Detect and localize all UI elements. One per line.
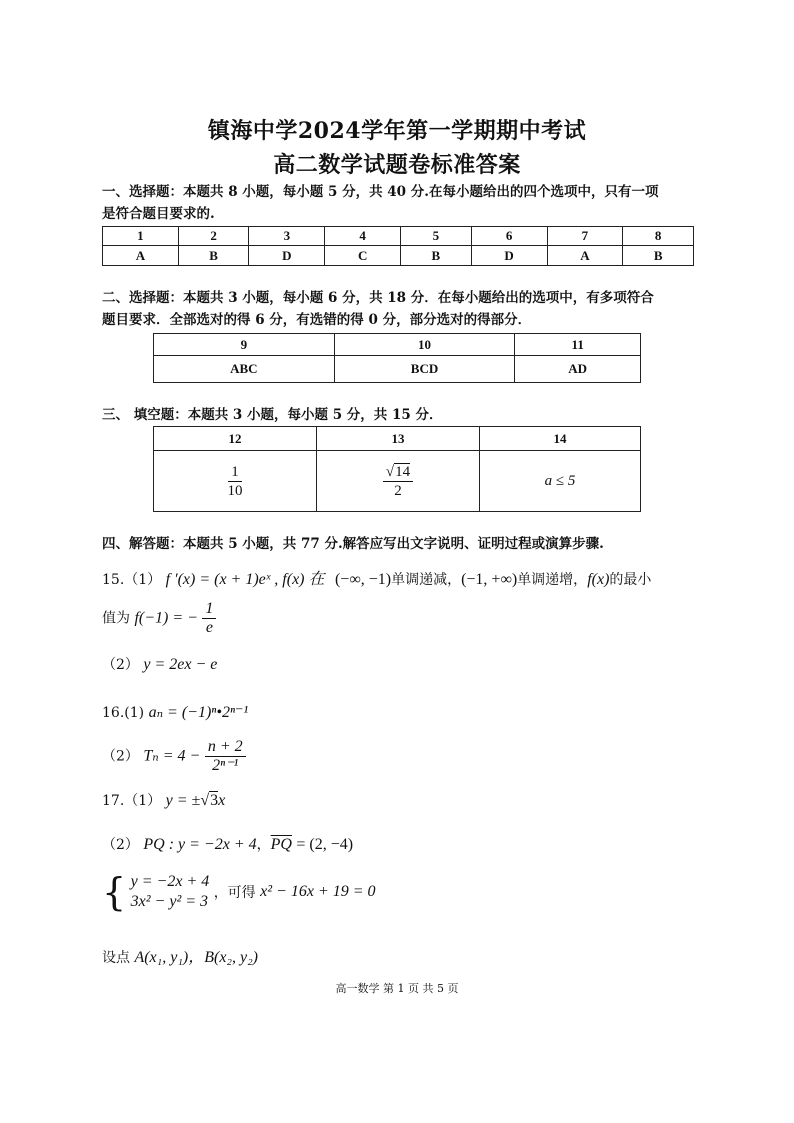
q-number: 1	[103, 227, 179, 246]
q-answer: B	[401, 246, 472, 266]
q-answer: C	[325, 246, 401, 266]
q-number: 8	[623, 227, 694, 246]
q17-points: 设点 A(x₁, y₁)，B(x₂, y₂)	[102, 949, 258, 966]
q-number: 11	[515, 334, 641, 356]
q-number: 10	[334, 334, 515, 356]
q-answer: B	[178, 246, 249, 266]
q17-system: { y = −2x + 4 3x² − y² = 3 ，可得 x² − 16x + 19 = 0	[102, 870, 376, 914]
fraction: $\frac{√14}{2}$	[383, 463, 413, 500]
q-answer: D	[471, 246, 547, 266]
left-brace: {	[102, 870, 127, 914]
q-number: 14	[480, 427, 641, 451]
section4-heading: 四、解答题：本题共 5 小题，共 77 分.解答应写出文字说明、证明过程或演算步骤.	[102, 536, 604, 552]
q15-part2: （2） y = 2ex − e	[102, 656, 218, 673]
page-subtitle: 高二数学试题卷标准答案	[273, 152, 521, 178]
q-number: 7	[547, 227, 623, 246]
q-answer: BCD	[334, 356, 515, 383]
section2-text-line2: 题目要求．全部选对的得 6 分，有选错的得 0 分，部分选对的得部分．	[102, 312, 532, 328]
q13-answer	[317, 451, 480, 512]
section1-answer-table	[102, 226, 694, 266]
q-number: 5	[401, 227, 472, 246]
q-answer: A	[103, 246, 179, 266]
q17-part2: （2） PQ : y = −2x + 4，$\overline{PQ} = (2$, −4)	[102, 836, 354, 853]
fraction: $\frac{1}{10}$	[227, 463, 243, 499]
vector-pq: $\overline{PQ}$	[270, 836, 292, 853]
page-footer: 高一数学 第 1 页 共 5 页	[335, 982, 459, 995]
sqrt-radicand: 3	[210, 792, 219, 809]
q-answer: A	[547, 246, 623, 266]
fraction: $\frac{1}{e}$	[202, 600, 216, 637]
q15-part1-min-value: 值为 f(−1) = − $\frac{1}{e}$	[102, 600, 216, 637]
q15-part1: 15.（1） f ′(x) = (x + 1)eˣ , f(x) 在 (−∞, −1)单调递减，(−1, +∞)单调递增，f(x)的最小	[102, 571, 652, 588]
fraction: $\frac{n + 2}{\text{2ⁿ⁻¹}}$	[205, 738, 246, 775]
section2-text-line1: 二、选择题：本题共 3 小题，每小题 6 分，共 18 分．在每小题给出的选项中，有多项符合	[102, 290, 654, 306]
q-number: 3	[249, 227, 325, 246]
q-answer: D	[249, 246, 325, 266]
q16-part2: （2） Tₙ = 4 − $\frac{n + 2}{\text{2ⁿ⁻¹}}$	[102, 738, 246, 775]
q-number: 6	[471, 227, 547, 246]
q-number: 2	[178, 227, 249, 246]
q-number: 13	[317, 427, 480, 451]
sqrt-radicand: 14	[395, 463, 411, 480]
q-answer: AD	[515, 356, 641, 383]
page-title: 镇海中学2024学年第一学期期中考试	[207, 118, 587, 144]
equation-system: y = −2x + 4 3x² − y² = 3	[130, 873, 210, 910]
q14-answer: a ≤ 5	[480, 451, 641, 512]
section1-heading	[102, 181, 694, 225]
q-number: 12	[154, 427, 317, 451]
q-number: 4	[325, 227, 401, 246]
q16-part1: 16.(1) aₙ = (−1)ⁿ•2ⁿ⁻¹	[102, 704, 249, 721]
q-answer: B	[623, 246, 694, 266]
section3-heading: 三、 填空题：本题共 3 小题，每小题 5 分，共 15 分．	[102, 407, 443, 423]
section2-heading	[102, 287, 694, 331]
section1-text-line1: 一、选择题：本题共 8 小题，每小题 5 分，共 40 分.在每小题给出的四个选项中，只有一项	[102, 184, 659, 200]
section3-answer-table	[153, 426, 641, 512]
q-number: 9	[154, 334, 335, 356]
section2-answer-table	[153, 333, 641, 383]
section1-text-line2: 是符合题目要求的.	[102, 206, 215, 222]
q-answer: ABC	[154, 356, 335, 383]
q12-answer	[154, 451, 317, 512]
q17-part1: 17.（1） y = ±√3x	[102, 792, 226, 809]
